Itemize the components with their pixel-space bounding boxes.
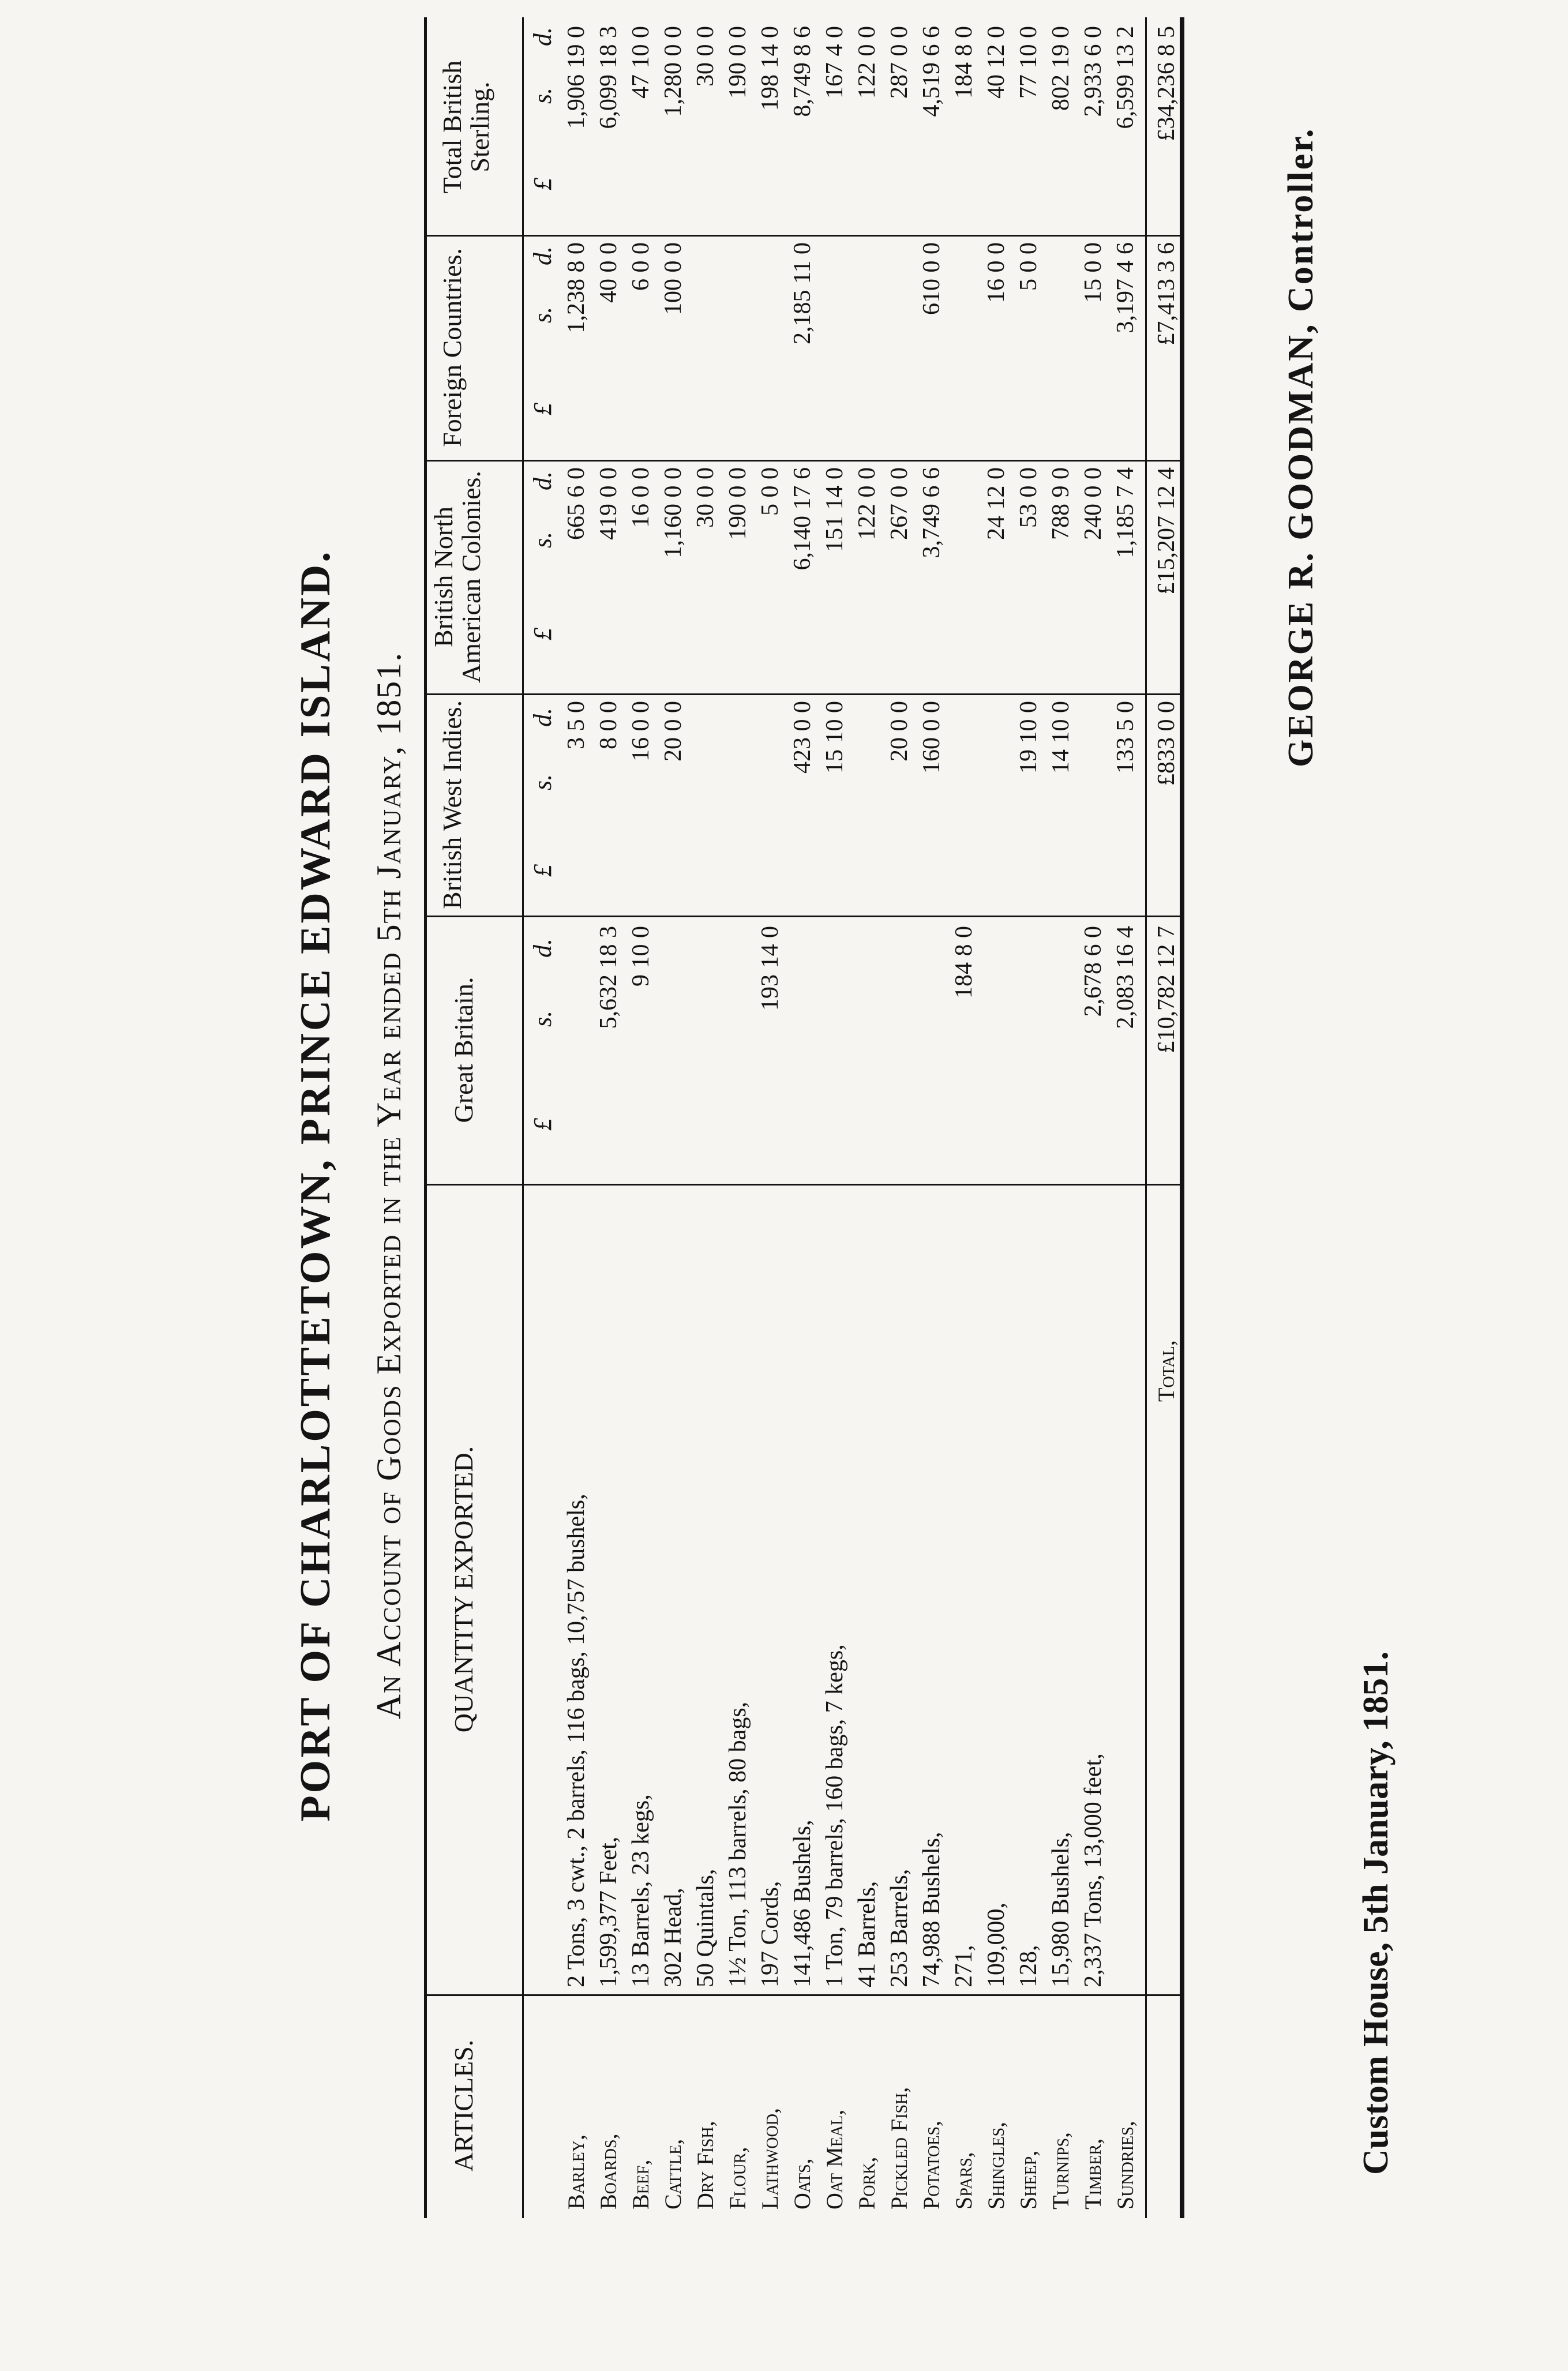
gb-cell: 5,632 18 3 <box>595 926 622 1029</box>
foreign-cell: 610 0 0 <box>918 242 945 315</box>
bna-cell: 1,185 7 4 <box>1112 467 1139 558</box>
article-cell: Sheep, <box>1015 2150 1041 2209</box>
foreign-cell: 16 0 0 <box>983 242 1010 303</box>
header-british-north-american: British North American Colonies. <box>429 471 486 683</box>
total-cell: 8,749 8 6 <box>789 26 816 117</box>
foreign-cell: 15 0 0 <box>1080 242 1106 303</box>
article-cell: Pickled Fish, <box>886 2087 912 2209</box>
total-gb: £10,782 12 7 <box>1153 926 1180 1053</box>
unit-shillings-gb: s. <box>528 1010 557 1027</box>
bwi-cell: 14 10 0 <box>1048 701 1074 774</box>
quantity-cell: 253 Barrels, <box>886 1869 913 1987</box>
foreign-cell: 3,197 4 6 <box>1112 242 1139 333</box>
total-cell: 47 10 0 <box>628 26 654 99</box>
article-cell: Oats, <box>789 2158 815 2209</box>
total-foreign: £7,413 3 6 <box>1153 242 1180 346</box>
bna-cell: 1,160 0 0 <box>660 467 687 558</box>
bwi-cell: 3 5 0 <box>563 701 590 749</box>
unit-shillings-bwi: s. <box>528 774 557 790</box>
article-cell: Spars, <box>951 2152 977 2209</box>
bwi-cell: 16 0 0 <box>628 701 654 761</box>
document-title: PORT OF CHARLOTTETOWN, PRINCE EDWARD ISLAND. <box>292 549 339 1822</box>
total-cell: 122 0 0 <box>854 26 880 99</box>
bna-cell: 5 0 0 <box>757 467 783 516</box>
bwi-cell: 15 10 0 <box>821 701 848 774</box>
article-cell: Potatoes, <box>918 2121 944 2209</box>
header-foreign-countries: Foreign Countries. <box>437 248 467 447</box>
bwi-cell: 160 0 0 <box>918 701 945 774</box>
quantity-cell: 271, <box>951 1945 977 1987</box>
unit-pounds-gb: £ <box>528 1118 557 1131</box>
quantity-cell: 41 Barrels, <box>854 1881 880 1987</box>
gb-cell: 2,083 16 4 <box>1112 926 1139 1029</box>
foreign-cell: 1,238 8 0 <box>563 242 590 333</box>
quantity-cell: 141,486 Bushels, <box>789 1819 816 1987</box>
bwi-cell: 20 0 0 <box>660 701 687 761</box>
bna-cell: 267 0 0 <box>886 467 913 540</box>
quantity-cell: 2 Tons, 3 cwt., 2 barrels, 116 bags, 10,757 bushels, <box>563 1494 590 1987</box>
total-bna: £15,207 12 4 <box>1153 467 1180 595</box>
document-subtitle: An Account of Goods Exported in the Year ended 5th January, 1851. <box>370 651 408 1720</box>
article-cell: Lathwood, <box>757 2108 783 2209</box>
bna-cell: 665 6 0 <box>563 467 590 540</box>
quantity-cell: 2,337 Tons, 13,000 feet, <box>1080 1753 1106 1987</box>
article-cell: Dry Fish, <box>692 2121 718 2209</box>
total-cell: 77 10 0 <box>1015 26 1042 99</box>
bna-cell: 30 0 0 <box>692 467 719 528</box>
unit-pence-bwi: d. <box>528 708 557 727</box>
bwi-cell: 423 0 0 <box>789 701 816 774</box>
foreign-cell: 6 0 0 <box>628 242 654 291</box>
quantity-cell: 302 Head, <box>660 1888 687 1987</box>
header-great-britain: Great Britain. <box>449 977 478 1123</box>
unit-pence-total: d. <box>528 27 557 46</box>
gb-cell: 9 10 0 <box>628 926 654 986</box>
quantity-cell: 197 Cords, <box>757 1881 783 1987</box>
total-cell: 6,099 18 3 <box>595 26 622 129</box>
footer-signature: GEORGE R. GOODMAN, Controller. <box>1281 127 1321 767</box>
header-articles: ARTICLES. <box>449 2039 478 2172</box>
quantity-cell: 109,000, <box>983 1903 1010 1987</box>
unit-shillings-total: s. <box>528 87 557 104</box>
gb-cell: 184 8 0 <box>951 926 977 999</box>
bwi-cell: 8 0 0 <box>595 701 622 749</box>
quantity-cell: 15,980 Bushels, <box>1048 1832 1074 1987</box>
article-cell: Boards, <box>595 2133 621 2209</box>
total-cell: 6,599 13 2 <box>1112 26 1139 129</box>
total-cell: 30 0 0 <box>692 26 719 87</box>
article-cell: Cattle, <box>660 2139 686 2209</box>
bna-cell: 3,749 6 6 <box>918 467 945 558</box>
bna-cell: 16 0 0 <box>628 467 654 528</box>
bna-cell: 122 0 0 <box>854 467 880 540</box>
foreign-cell: 100 0 0 <box>660 242 687 315</box>
foreign-cell: 40 0 0 <box>595 242 622 303</box>
unit-pence-foreign: d. <box>528 246 557 265</box>
header-rule <box>522 17 524 2218</box>
article-cell: Pork, <box>854 2156 880 2209</box>
unit-pounds-bna: £ <box>528 628 557 640</box>
header-quantity: QUANTITY EXPORTED. <box>449 1446 478 1733</box>
footer-place-date: Custom House, 5th January, 1851. <box>1356 1651 1396 2175</box>
bna-cell: 151 14 0 <box>821 467 848 552</box>
bwi-cell: 20 0 0 <box>886 701 913 761</box>
bna-cell: 419 0 0 <box>595 467 622 540</box>
table-top-rule <box>424 17 427 2218</box>
gb-cell: 193 14 0 <box>757 926 783 1011</box>
bwi-cell: 19 10 0 <box>1015 701 1042 774</box>
bna-cell: 6,140 17 6 <box>789 467 816 571</box>
bna-cell: 240 0 0 <box>1080 467 1106 540</box>
col-sep-6 <box>424 235 1180 237</box>
total-cell: 2,933 6 0 <box>1080 26 1106 117</box>
article-cell: Barley, <box>563 2134 589 2209</box>
unit-pence-gb: d. <box>528 939 557 958</box>
total-cell: 198 14 0 <box>757 26 783 111</box>
total-cell: 184 8 0 <box>951 26 977 99</box>
total-grand: £34,236 8 5 <box>1153 26 1180 141</box>
header-total-british-sterling: Total British Sterling. <box>437 60 495 194</box>
bna-cell: 24 12 0 <box>983 467 1010 540</box>
total-cell: 802 19 0 <box>1048 26 1074 111</box>
total-cell: 1,280 0 0 <box>660 26 687 117</box>
article-cell: Timber, <box>1080 2138 1106 2209</box>
foreign-cell: 5 0 0 <box>1015 242 1042 291</box>
article-cell: Beef, <box>628 2159 654 2209</box>
quantity-cell: 128, <box>1015 1945 1042 1987</box>
total-cell: 40 12 0 <box>983 26 1010 99</box>
quantity-cell: 1½ Ton, 113 barrels, 80 bags, <box>725 1701 751 1987</box>
total-cell: 190 0 0 <box>725 26 751 99</box>
total-cell: 1,906 19 0 <box>563 26 590 129</box>
article-cell: Sundries, <box>1112 2121 1138 2209</box>
unit-pence-bna: d. <box>528 471 557 490</box>
bna-cell: 53 0 0 <box>1015 467 1042 528</box>
total-cell: 287 0 0 <box>886 26 913 99</box>
quantity-cell: 50 Quintals, <box>692 1869 719 1987</box>
article-cell: Turnips, <box>1048 2132 1074 2209</box>
total-cell: 4,519 6 6 <box>918 26 945 117</box>
total-bwi: £833 0 0 <box>1153 701 1180 786</box>
total-cell: 167 4 0 <box>821 26 848 99</box>
article-cell: Shingles, <box>983 2121 1009 2209</box>
col-sep-4 <box>424 693 1180 695</box>
quantity-cell: 1 Ton, 79 barrels, 160 bags, 7 kegs, <box>821 1644 848 1987</box>
header-british-west-indies: British West Indies. <box>437 700 467 910</box>
unit-shillings-bna: s. <box>528 531 557 548</box>
article-cell: Oat Meal, <box>821 2109 847 2209</box>
col-sep-2 <box>424 1184 1180 1186</box>
foreign-cell: 2,185 11 0 <box>789 242 816 344</box>
unit-shillings-foreign: s. <box>528 306 557 323</box>
unit-pounds-total: £ <box>528 178 557 190</box>
unit-pounds-foreign: £ <box>528 403 557 415</box>
quantity-cell: 74,988 Bushels, <box>918 1832 945 1987</box>
col-sep-3 <box>424 916 1180 917</box>
col-sep-5 <box>424 460 1180 462</box>
total-rule <box>1145 17 1147 2218</box>
total-label: Total, <box>1153 1340 1179 1402</box>
article-cell: Flour, <box>725 2147 751 2209</box>
unit-pounds-bwi: £ <box>528 864 557 877</box>
bna-cell: 788 9 0 <box>1048 467 1074 540</box>
quantity-cell: 1,599,377 Feet, <box>595 1836 622 1987</box>
bwi-cell: 133 5 0 <box>1112 701 1139 774</box>
table-bottom-rule <box>1180 17 1184 2218</box>
quantity-cell: 13 Barrels, 23 kegs, <box>628 1794 654 1987</box>
bna-cell: 190 0 0 <box>725 467 751 540</box>
gb-cell: 2,678 6 0 <box>1080 926 1106 1017</box>
